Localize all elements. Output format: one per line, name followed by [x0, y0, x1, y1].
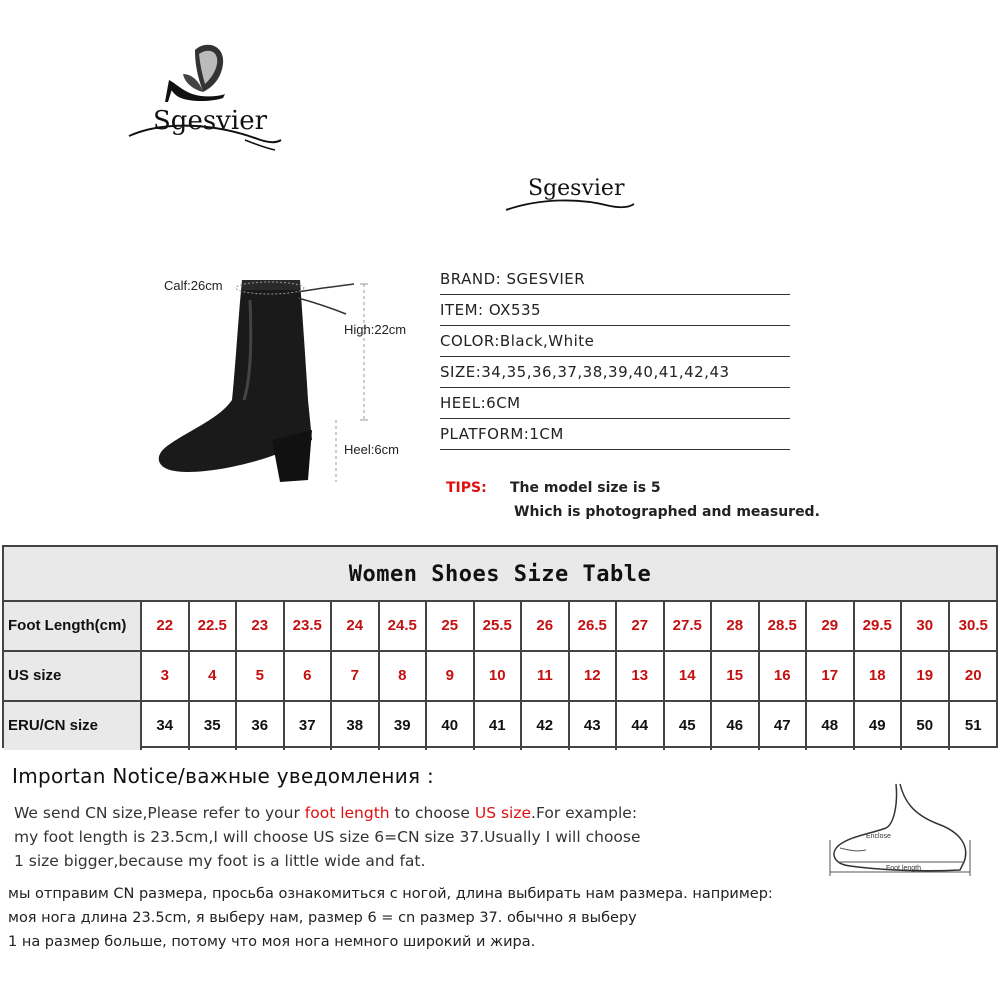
table-cell: 22.5	[190, 602, 238, 650]
spec-color: COLOR:Black,White	[440, 328, 790, 357]
table-cell: 44	[617, 702, 665, 750]
table-row	[4, 702, 996, 750]
table-cell: 30	[902, 602, 950, 650]
spec-heel: HEEL:6CM	[440, 390, 790, 419]
notice-text: We send CN size,Please refer to your	[14, 804, 305, 822]
table-cell: 41	[475, 702, 523, 750]
table-cell: 14	[665, 652, 713, 700]
table-cell: 11	[522, 652, 570, 700]
brand-logo-small	[500, 168, 640, 218]
table-cell: 40	[427, 702, 475, 750]
spec-brand: BRAND: SGESVIER	[440, 266, 790, 295]
table-cell: 51	[964, 717, 982, 734]
table-cell: 37	[285, 702, 333, 750]
tips-label: TIPS:	[446, 480, 487, 496]
table-cell: 29	[807, 602, 855, 650]
table-cell: 18	[855, 652, 903, 700]
table-cell: 6	[285, 652, 333, 700]
table-cell: 47	[760, 702, 808, 750]
table-cell: 38	[332, 702, 380, 750]
tips-section	[446, 480, 866, 530]
enclose-label: Enclose	[866, 833, 891, 840]
table-cell: 23.5	[285, 602, 333, 650]
boot-icon	[140, 270, 440, 490]
table-cell: 25.5	[475, 602, 523, 650]
table-cell: 27	[617, 602, 665, 650]
spec-item: ITEM: OX535	[440, 297, 790, 326]
table-cell: 26.5	[570, 602, 618, 650]
table-cell: 50	[902, 702, 950, 750]
table-cell: 22	[142, 602, 190, 650]
notice-title: Importan Notice/важные уведомления :	[12, 764, 435, 788]
foot-diagram	[820, 780, 990, 880]
table-cell: 39	[380, 702, 428, 750]
table-cell: 13	[617, 652, 665, 700]
table-row	[4, 602, 996, 650]
size-table	[2, 545, 998, 748]
table-cell: 5	[237, 652, 285, 700]
foot-icon	[820, 780, 990, 880]
table-cell: 26	[522, 602, 570, 650]
table-cell: 16	[760, 652, 808, 700]
logo-text: Sgesvier	[528, 176, 625, 201]
table-cell: 25	[427, 602, 475, 650]
table-cell: 28.5	[760, 602, 808, 650]
notice-ru-line: 1 на размер больше, потому что моя нога немного широкий и жира.	[8, 934, 536, 950]
notice-highlight: foot length	[304, 804, 390, 822]
table-cell: 9	[427, 652, 475, 700]
spec-size: SIZE:34,35,36,37,38,39,40,41,42,43	[440, 359, 790, 388]
foot-length-label: Foot length	[886, 865, 922, 872]
table-cell: 36	[237, 702, 285, 750]
table-cell: 23	[237, 602, 285, 650]
table-cell: 27.5	[665, 602, 713, 650]
table-cell: 34	[142, 702, 190, 750]
table-cell: 49	[855, 702, 903, 750]
table-cell: 42	[522, 702, 570, 750]
table-cell: 19	[902, 652, 950, 700]
table-title: Women Shoes Size Table	[4, 547, 996, 602]
table-cell: 28	[712, 602, 760, 650]
table-cell: 24.5	[380, 602, 428, 650]
notice-highlight: US size	[474, 804, 532, 822]
notice-line: 1 size bigger,because my foot is a little wide and fat.	[14, 852, 426, 870]
table-cell: 17	[807, 652, 855, 700]
table-cell: 15	[712, 652, 760, 700]
row-header: Foot Length(cm)	[4, 602, 142, 650]
table-cell: 48	[807, 702, 855, 750]
table-cell: 30.5	[958, 617, 988, 634]
heel-measurement: Heel:6cm	[344, 442, 399, 457]
table-cell: 10	[475, 652, 523, 700]
notice-ru-line: мы отправим CN размера, просьба ознакомиться с ногой, длина выбирать нам размера. например:	[8, 886, 773, 902]
table-cell: 29.5	[855, 602, 903, 650]
table-cell: 46	[712, 702, 760, 750]
notice-line	[14, 804, 637, 822]
table-cell: 7	[332, 652, 380, 700]
table-cell: 3	[142, 652, 190, 700]
boot-photo	[140, 270, 440, 490]
table-cell: 8	[380, 652, 428, 700]
notice-ru-line: моя нога длина 23.5cm, я выберу нам, размер 6 = cn размер 37. обычно я выберу	[8, 910, 637, 926]
table-cell: 12	[570, 652, 618, 700]
spec-platform: PLATFORM:1CM	[440, 421, 790, 450]
notice-text: to choose	[389, 804, 475, 822]
table-cell: 20	[964, 667, 982, 684]
row-header: ERU/CN size	[4, 702, 142, 750]
butterfly-heel-icon	[125, 40, 285, 160]
notice-line: my foot length is 23.5cm,I will choose US size 6=CN size 37.Usually I will choose	[14, 828, 641, 846]
brand-logo	[125, 40, 285, 160]
tip-line: Which is photographed and measured.	[514, 504, 820, 520]
row-header: US size	[4, 652, 142, 700]
table-cell: 45	[665, 702, 713, 750]
table-cell: 24	[332, 602, 380, 650]
height-measurement: High:22cm	[344, 322, 407, 337]
tip-line: The model size is 5	[510, 480, 661, 496]
calf-measurement: Calf:26cm	[164, 278, 223, 293]
table-cell: 4	[190, 652, 238, 700]
table-row	[4, 652, 996, 700]
table-cell: 43	[570, 702, 618, 750]
logo-text: Sgesvier	[153, 106, 268, 136]
notice-text: .For example:	[531, 804, 638, 822]
table-cell: 35	[190, 702, 238, 750]
